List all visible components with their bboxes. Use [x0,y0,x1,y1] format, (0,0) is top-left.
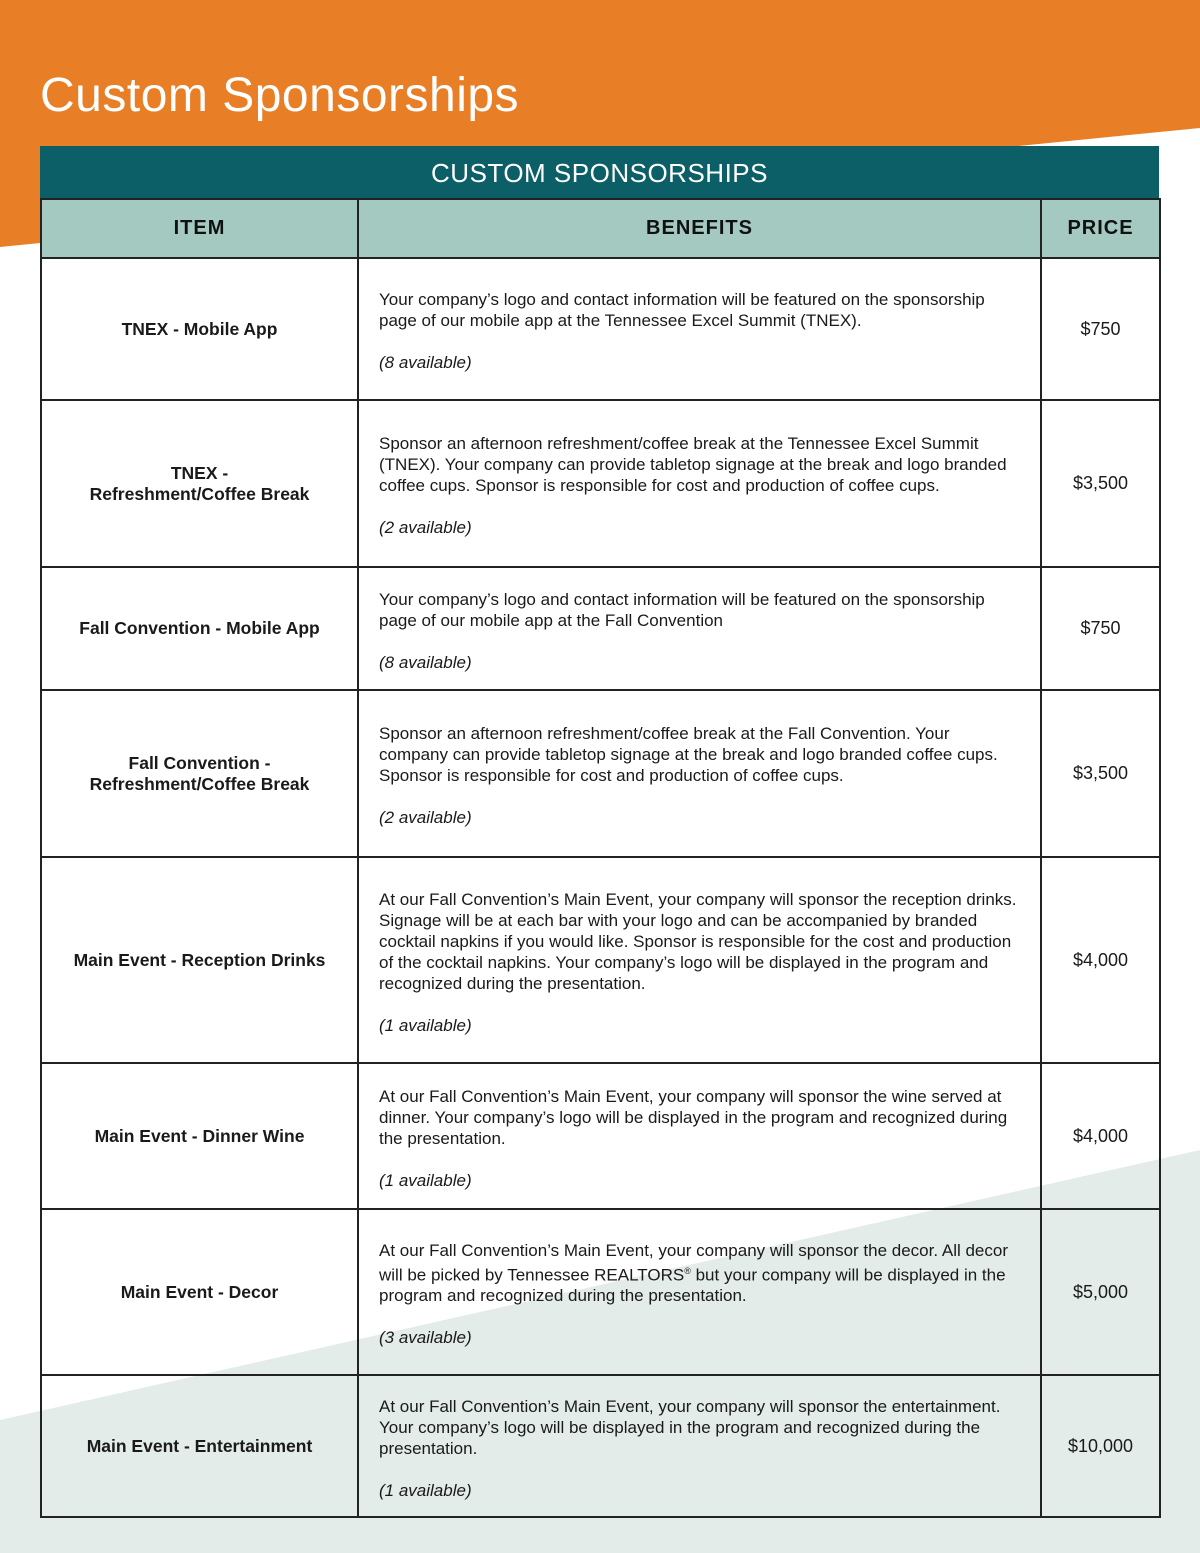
benefit-text-part2: but your company will be displayed in the program and recognized during the presentation. [379,1265,1006,1306]
item-name: TNEX - [170,462,229,483]
item-cell [41,1063,358,1209]
registered-mark: ® [684,1265,691,1276]
benefit-cell [358,258,1041,400]
table-row [41,857,1160,1063]
benefit-text: Sponsor an afternoon refreshment/coffee break at the Fall Convention. Your company can provide tabletop signage at the break and logo branded coffee cups. Sponsor is responsible for cost and production of coffee cups. [379,724,998,785]
benefit-cell [358,1063,1041,1209]
availability-note: (2 available) [379,518,472,537]
benefit-text: Your company’s logo and contact information will be featured on the sponsorship page of our mobile app at the Fall Convention [379,589,985,630]
benefit-cell [358,690,1041,857]
column-header-benefits: BENEFITS [358,199,1041,258]
price-cell: $3,500 [1041,690,1160,857]
price-cell: $4,000 [1041,1063,1160,1209]
column-header-item: ITEM [41,199,358,258]
benefit-text: At our Fall Convention’s Main Event, your company will sponsor the wine served at dinner. Your company’s logo will be displayed in the program and recognized during the presentation. [379,1086,1008,1148]
item-cell [41,1375,358,1517]
item-cell [41,690,358,857]
item-cell [41,258,358,400]
benefit-text-part1: At our Fall Convention’s Main Event, your company will sponsor the decor. All decor will be picked by Tennessee REALTORS [379,1240,1008,1285]
benefit-cell [358,400,1041,567]
item-name-line2: Refreshment/Coffee Break [89,773,310,794]
sponsorship-table-container [40,146,1159,1518]
item-cell [41,567,358,690]
table-row [41,258,1160,400]
item-name: TNEX - Mobile App [121,318,278,339]
availability-note: (1 available) [379,1170,472,1190]
price-cell: $750 [1041,258,1160,400]
availability-note: (8 available) [379,353,472,372]
item-name-line2: Refreshment/Coffee Break [89,483,310,504]
availability-note: (8 available) [379,652,472,672]
table-row [41,1375,1160,1517]
benefit-cell [358,1209,1041,1375]
availability-note: (1 available) [379,1015,472,1035]
item-cell [41,1209,358,1375]
availability-note: (2 available) [379,808,472,827]
benefit-text: At our Fall Convention’s Main Event, your company will sponsor the reception drinks. Signage will be at each bar with your logo and can be accompanied by branded cocktail napkins if you would like. Sponsor is responsible for the cost and production of the cocktail napkins. Your company’s logo will be displayed in the program and recognized during the presentation. [379,889,1017,993]
table-row [41,400,1160,567]
item-name: Main Event - Entertainment [86,1435,313,1456]
availability-note: (1 available) [379,1480,472,1500]
item-name: Main Event - Dinner Wine [94,1125,305,1146]
table-row [41,1063,1160,1209]
benefit-text: Sponsor an afternoon refreshment/coffee break at the Tennessee Excel Summit (TNEX). Your company can provide tabletop signage at the break and logo branded coffee cups. Sponsor is responsible for cost and production of coffee cups. [379,434,1007,495]
benefit-text: At our Fall Convention’s Main Event, your company will sponsor the entertainment. Your company’s logo will be displayed in the program and recognized during the presentation. [379,1396,1001,1458]
table-banner: CUSTOM SPONSORSHIPS [40,146,1159,198]
table-row [41,567,1160,690]
item-name: Main Event - Decor [120,1281,279,1302]
availability-note: (3 available) [379,1328,472,1348]
table-header-row [41,199,1160,258]
benefit-text: Your company’s logo and contact information will be featured on the sponsorship page of our mobile app at the Tennessee Excel Summit (TNEX). [379,290,985,330]
item-cell [41,857,358,1063]
column-header-price: PRICE [1041,199,1160,258]
page-title: Custom Sponsorships [40,69,520,122]
price-cell: $4,000 [1041,857,1160,1063]
price-cell: $10,000 [1041,1375,1160,1517]
table-row [41,1209,1160,1375]
benefit-cell [358,567,1041,690]
item-cell [41,400,358,567]
price-cell: $3,500 [1041,400,1160,567]
price-cell: $5,000 [1041,1209,1160,1375]
sponsorship-table [40,198,1161,1518]
item-name: Fall Convention - [128,752,271,773]
item-name: Main Event - Reception Drinks [73,949,326,970]
benefit-cell [358,857,1041,1063]
table-row [41,690,1160,857]
price-cell: $750 [1041,567,1160,690]
item-name: Fall Convention - Mobile App [79,618,320,638]
benefit-text [379,1240,1020,1307]
benefit-cell [358,1375,1041,1517]
